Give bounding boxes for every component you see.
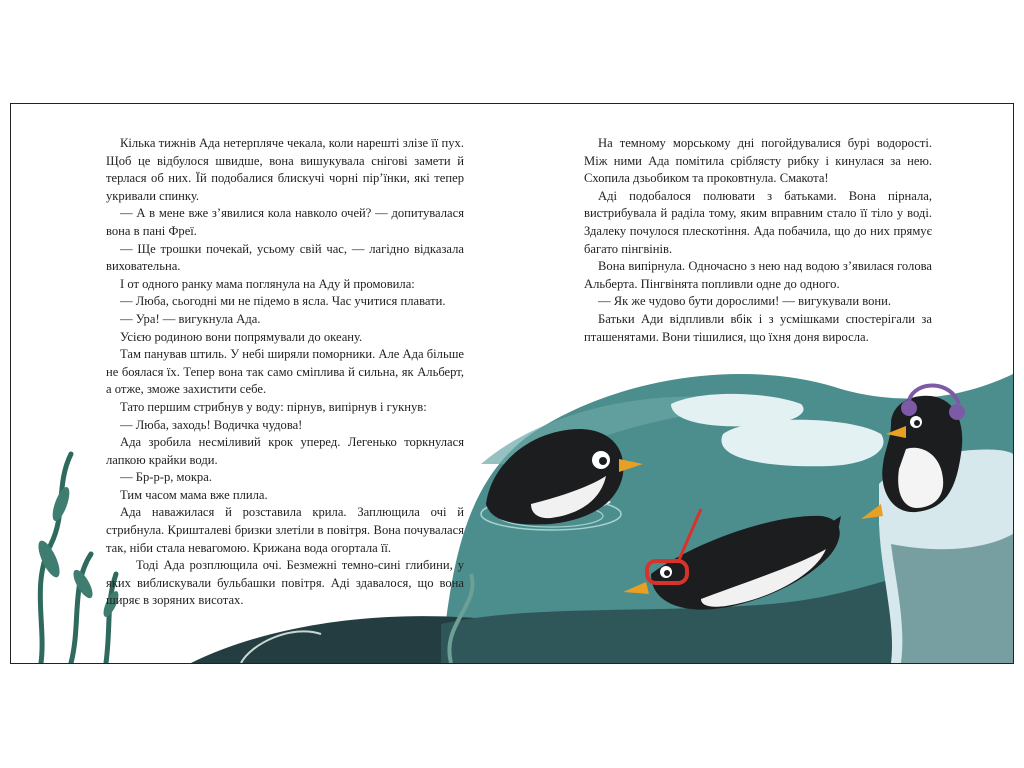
paragraph: І от одного ранку мама поглянула на Аду й промовила: xyxy=(120,276,415,291)
paragraph: — Люба, сьогодні ми не підемо в ясла. Час учитися плавати. xyxy=(120,294,446,309)
paragraph: — Люба, заходь! Водичка чудова! xyxy=(120,417,303,432)
paragraph: Батьки Ади відпливли вбік і з усмішками спостерігали за пташенятами. Вони тішилися, що їхня доня виросла. xyxy=(584,311,932,344)
paragraph: Кілька тижнів Ада нетерпляче чекала, коли нарешті злізе її пух. Щоб це відбулося швидше, вона вишукувала снігові замети й терлася об них. Їй подобалися блискучі чорні пір’їнки, які тепер укривали спинку. xyxy=(106,136,464,203)
paragraph: На темному морському дні погойдувалися бурі водорості. Між ними Ада помітила сріблясту рибку і кинулася за нею. Схопила дзьобиком та проковтнула. Смакота! xyxy=(584,136,932,186)
paragraph: Ада наважилася й розставила крила. Заплющила очі й стрибнула. Кришталеві бризки злетіли в повітря. Вона почувалася так, ніби стала невагомою. Крижана вода огортала її. xyxy=(106,505,464,555)
paragraph: Тато першим стрибнув у воду: пірнув, випірнув і гукнув: xyxy=(120,399,427,414)
paragraph: Там панував штиль. У небі ширяли поморники. Але Ада більше не боялася їх. Тепер вона так само сміплива й сильна, як Альберт, а отже, зможе захистити себе. xyxy=(106,347,464,397)
paragraph: Ада зробила несміливий крок уперед. Легенько торкнулася лапкою крайки води. xyxy=(106,435,464,467)
ice-floe-middle xyxy=(721,420,883,467)
paragraph: Усією родиною вони попрямували до океану. xyxy=(120,329,363,344)
paragraph: Тим часом мама вже плила. xyxy=(120,487,268,502)
paragraph: Тоді Ада розплющила очі. Безмежні темно-сині глибини, у яких виблискували бульбашки повітря. Аді здавалося, що вона ширяє в зоряних висотах. xyxy=(106,558,464,608)
paragraph: — А в мене вже з’явилися кола навколо очей? — допитувалася вона в пані Фреї. xyxy=(106,206,464,238)
left-column-text xyxy=(106,135,464,610)
paragraph: Аді подобалося полювати з батьками. Вона пірнала, вистрибувала й раділа тому, яким вправним стало її тіло у воді. Здалеку почулося плескотіння. Ада побачила, що до них прямує багато пінгвінів. xyxy=(584,188,932,256)
paragraph: Вона випірнула. Одночасно з нею над водою з’явилася голова Альберта. Пінгвінята попливли одне до одного. xyxy=(584,259,932,291)
right-column-text xyxy=(584,135,932,346)
paragraph: — Ще трошки почекай, усьому свій час, — лагідно відказала виховательна. xyxy=(106,241,464,274)
paragraph: — Як же чудово бути дорослими! — вигукували вони. xyxy=(598,294,891,309)
iceberg-shadow xyxy=(891,534,1013,663)
paragraph: — Ура! — вигукнула Ада. xyxy=(120,311,261,326)
book-spread xyxy=(10,103,1014,664)
paragraph: — Бр-р-р, мокра. xyxy=(120,470,212,485)
